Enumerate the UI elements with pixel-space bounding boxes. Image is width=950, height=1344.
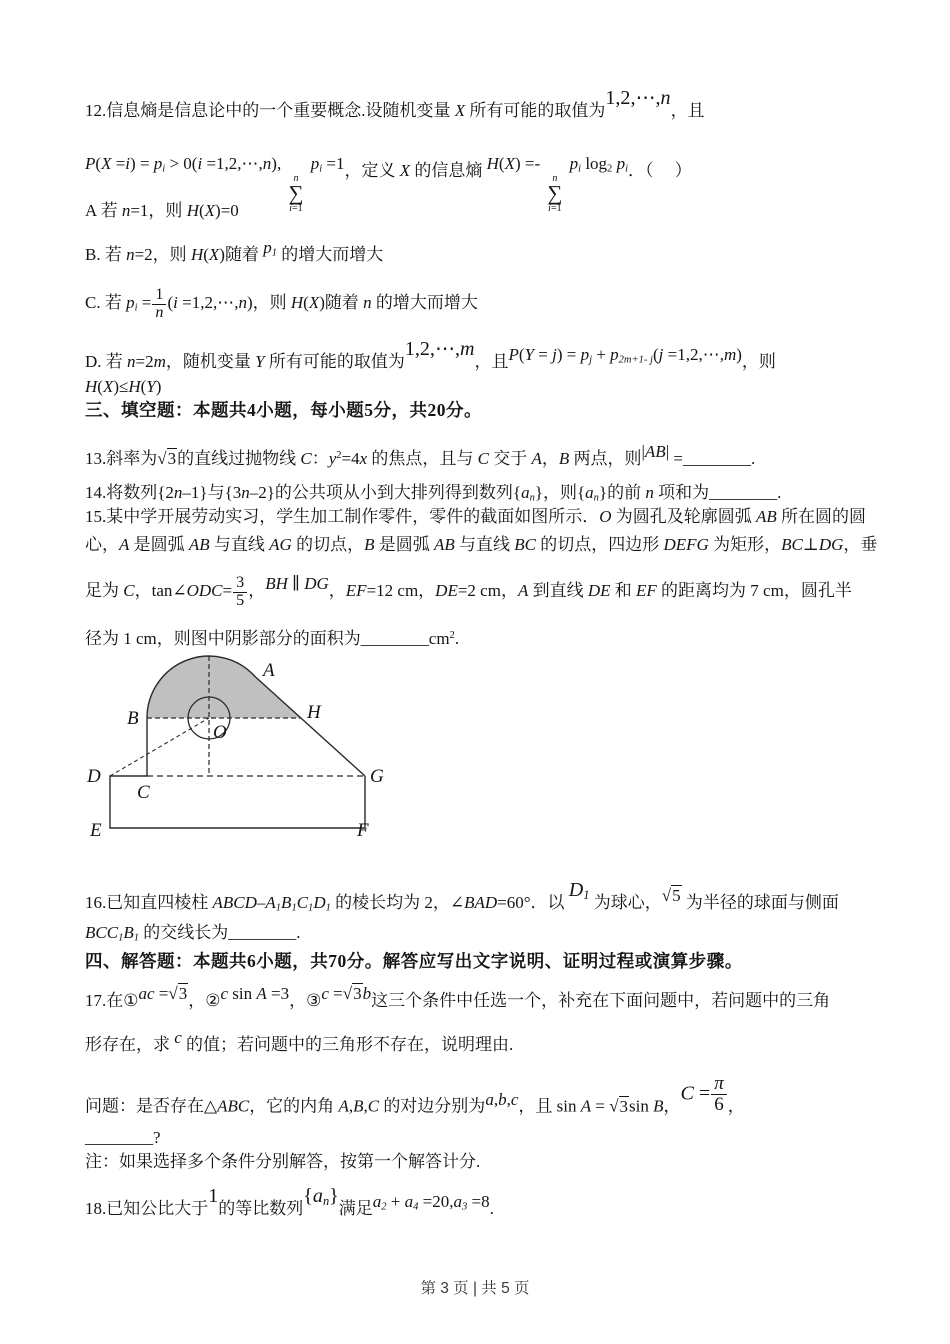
question-17-problem: 问题：是否存在△ABC，它的内角 A,B,C 的对边分别为a,b,c，且 sin A = √3sin B，C = $\frac{\pi}{6}$ ， [85, 1073, 745, 1116]
question-17-note: 注：如果选择多个条件分别解答，按第一个解答计分. [85, 1152, 481, 1171]
figure-label-E: E [90, 820, 102, 841]
question-17-blank: ________? [85, 1128, 161, 1147]
question-12-intro: 12.信息熵是信息论中的一个重要概念.设随机变量 X 所有可能的取值为1,2,⋯,n，且 [85, 87, 705, 120]
section-3-heading: 三、填空题：本题共4小题，每小题5分，共20分。 [85, 400, 482, 420]
question-12-option-d: D. 若 n=2m，随机变量 Y 所有可能的取值为1,2,⋯,m，且$P(Y = j) = p_j + p_{2m+1- j}(j$ =1,2,⋯,m)，则 [85, 338, 776, 371]
question-12-option-d-cont: H(X)≤H(Y) [85, 377, 162, 396]
page-number-footer: 第 3 页 | 共 5 页 [420, 1280, 530, 1297]
question-15-line-3: 足为 C，tan∠ODC= $\frac{3}{5}$ ，BH ∥ DG，EF=12 cm，DE=2 cm，A 到直线 DE 和 EF 的距离均为 7 cm，圆孔半 [85, 573, 852, 609]
cross-section-figure [85, 646, 395, 844]
question-13: 13.斜率为√3的直线过抛物线 C：$y^2=4x$ 的焦点，且与 C 交于 A，B 两点，则|AB| =________. [85, 442, 756, 468]
figure-label-D: D [87, 766, 101, 787]
section-4-heading: 四、解答题：本题共6小题，共70分。解答应写出文字说明、证明过程或演算步骤。 [85, 951, 743, 971]
figure-label-F: F [357, 820, 369, 841]
question-12-option-b: B. 若 n=2，则 H(X)随着 $p_1$ 的增大而增大 [85, 238, 384, 264]
question-12-option-c: C. 若 $p_i$ = $\frac{1}{n}$ (i =1,2,⋯,n)，则 H(X)随着 n 的增大而增大 [85, 286, 478, 321]
figure-label-A: A [263, 660, 275, 681]
question-15-line-1: 15.某中学开展劳动实习，学生加工制作零件，零件的截面如图所示．O 为圆孔及轮廓圆弧 AB 所在圆的圆 [85, 507, 867, 526]
outline-BCDEFG [110, 718, 365, 828]
question-15-line-4: 径为 1 cm，则图中阴影部分的面积为$\_\_\_\_\_\_\_\_cm^2$. [85, 628, 460, 648]
question-16-line-2: $BCC_1B_1$ 的交线长为________. [85, 923, 301, 944]
question-14: 14.将数列{2n–1}与{3n–2}的公共项从小到大排列得到数列$\{a_n\}$，则$\{a_n\}$的前 n 项和为________. [85, 483, 782, 504]
question-12-formula: $P(X =i) = p_i > 0(i$ =1,2,⋯,n), n ∑ i=1 $p_i =1$，定义 X 的信息熵 H(X) =- n ∑ i=1 $p_i$ $\log_2 p_i$．（ ） [85, 154, 692, 214]
dashed-line-DO [110, 718, 209, 776]
shaded-region [147, 656, 301, 718]
question-15-line-2: 心，A 是圆弧 AB 与直线 AG 的切点，B 是圆弧 AB 与直线 BC 的切点，四边形 DEFG 为矩形，BC⊥DG，垂 [85, 535, 878, 554]
question-17-line-2: 形存在，求 c 的值；若问题中的三角形不存在，说明理由. [85, 1028, 514, 1054]
question-12-option-a: A 若 n=1，则 H(X)=0 [85, 201, 239, 220]
figure-label-B: B [127, 708, 139, 729]
figure-label-H: H [307, 702, 321, 723]
question-16-line-1: 16.已知直四棱柱 ABCD–$A_1B_1C_1D_1$ 的棱长均为 2，∠BAD=60°．以 $D_1$ 为球心，√5 为半径的球面与侧面 [85, 879, 839, 914]
figure-label-G: G [370, 766, 384, 787]
figure-label-O: O [213, 722, 227, 743]
figure-label-C: C [137, 782, 150, 803]
question-18: 18.已知公比大于1的等比数列$\{a_n\}$满足$a_2 + a_4 =20,a_3 =8$. [85, 1185, 494, 1218]
question-17-line-1: 17.在①ac =√3，②c sin A =3，③c =√3b这三个条件中任选一个，补充在下面问题中，若问题中的三角 [85, 984, 831, 1010]
